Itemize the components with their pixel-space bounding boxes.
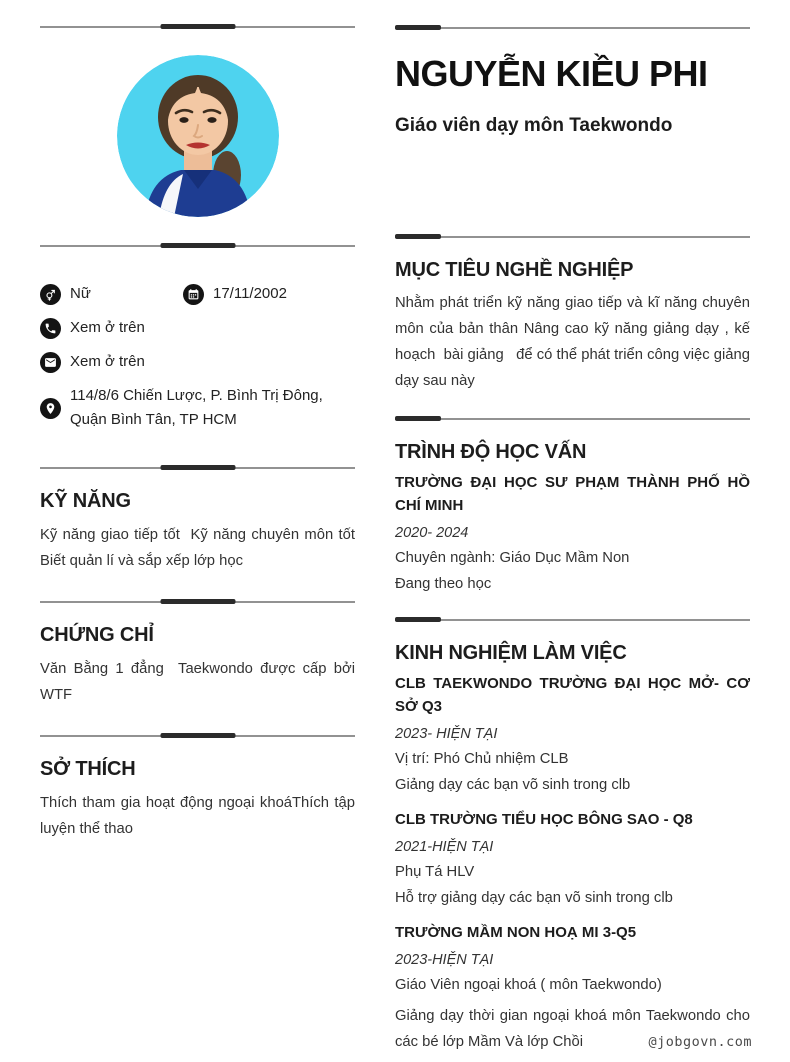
experience-entry [395, 808, 750, 909]
experience-org: TRƯỜNG MẦM NON HOẠ MI 3-Q5 [395, 924, 637, 941]
birthday-value: 17/11/2002 [213, 285, 287, 302]
phone-value: Xem ở trên [70, 319, 145, 336]
contact-birthday [183, 282, 287, 306]
section-divider [40, 243, 355, 248]
section-divider [395, 25, 750, 30]
watermark: @jobgovn.com [648, 1034, 752, 1050]
section-divider [40, 465, 355, 470]
calendar-icon [183, 284, 204, 305]
contact-email [40, 350, 145, 374]
location-pin-icon [40, 398, 61, 419]
experience-entry [395, 672, 750, 796]
contact-phone [40, 316, 145, 340]
email-icon [40, 352, 61, 373]
section-divider [40, 24, 355, 29]
experience-detail: Giảng dạy các bạn võ sinh trong clb [395, 777, 631, 793]
experience-heading: KINH NGHIỆM LÀM VIỆC [395, 642, 627, 664]
objective-body: Nhằm phát triển kỹ năng giao tiếp và kĩ năng chuyên môn của bản thân Nâng cao kỹ năng giảng dạy , kế hoạch bài giảng để có thể phát triển công việc giảng dạy sau này [395, 295, 755, 389]
education-detail: Đang theo học [395, 576, 492, 592]
contact-row-address [40, 384, 355, 432]
right-column [395, 0, 755, 1055]
address-value: 114/8/6 Chiến Lược, P. Bình Trị Đông, Quận Bình Tân, TP HCM [70, 387, 323, 428]
section-divider [395, 416, 750, 421]
gender-value: Nữ [70, 285, 91, 302]
contact-gender [40, 282, 183, 306]
education-detail: Chuyên ngành: Giáo Dục Mầm Non [395, 550, 630, 566]
experience-detail: Vị trí: Phó Chủ nhiệm CLB [395, 751, 569, 767]
avatar [117, 55, 279, 217]
section-divider [40, 733, 355, 738]
contact-row-email [40, 350, 355, 374]
left-column [40, 0, 364, 842]
experience-detail: Giảng dạy thời gian ngoại khoá môn Taekwondo cho các bé lớp Mầm Và lớp Chồi [395, 1008, 750, 1050]
experience-period: 2023- HIỆN TẠI [395, 726, 498, 742]
hobbies-heading: SỞ THÍCH [40, 758, 136, 780]
experience-period: 2021-HIỆN TẠI [395, 839, 494, 855]
experience-detail: Giáo Viên ngoại khoá ( môn Taekwondo) [395, 977, 662, 993]
skills-body: Kỹ năng giao tiếp tốt Kỹ năng chuyên môn tốt Biết quản lí và sắp xếp lớp học [40, 527, 364, 569]
hobbies-body: Thích tham gia hoạt động ngoại khoáThích tập luyện thể thao [40, 795, 360, 837]
person-title: Giáo viên dạy môn Taekwondo [395, 115, 673, 136]
education-period: 2020- 2024 [395, 525, 469, 541]
profile-photo [117, 55, 279, 217]
education-school: TRƯỜNG ĐẠI HỌC SƯ PHẠM THÀNH PHỐ HỒ CHÍ MINH [395, 474, 750, 514]
objective-heading: MỤC TIÊU NGHỀ NGHIỆP [395, 259, 634, 281]
email-value: Xem ở trên [70, 353, 145, 370]
section-divider [395, 617, 750, 622]
gender-icon [40, 284, 61, 305]
experience-period: 2023-HIỆN TẠI [395, 952, 494, 968]
contact-info [40, 282, 355, 432]
certificates-body: Văn Bằng 1 đẳng Taekwondo được cấp bởi WTF [40, 661, 360, 703]
education-heading: TRÌNH ĐỘ HỌC VẤN [395, 441, 587, 463]
phone-icon [40, 318, 61, 339]
section-divider [40, 599, 355, 604]
experience-org: CLB TAEKWONDO TRƯỜNG ĐẠI HỌC MỞ- CƠ SỞ Q3 [395, 675, 750, 715]
section-divider [395, 234, 750, 239]
experience-detail: Phụ Tá HLV [395, 864, 475, 880]
contact-row-gender-birthday [40, 282, 355, 306]
person-name: NGUYỄN KIỀU PHI [395, 53, 708, 94]
experience-detail: Hỗ trợ giảng dạy các bạn võ sinh trong clb [395, 890, 673, 906]
contact-address [40, 384, 354, 432]
contact-row-phone [40, 316, 355, 340]
education-entry [395, 471, 750, 595]
skills-heading: KỸ NĂNG [40, 490, 131, 512]
certificates-heading: CHỨNG CHỈ [40, 624, 154, 646]
experience-org: CLB TRƯỜNG TIỂU HỌC BÔNG SAO - Q8 [395, 811, 693, 828]
